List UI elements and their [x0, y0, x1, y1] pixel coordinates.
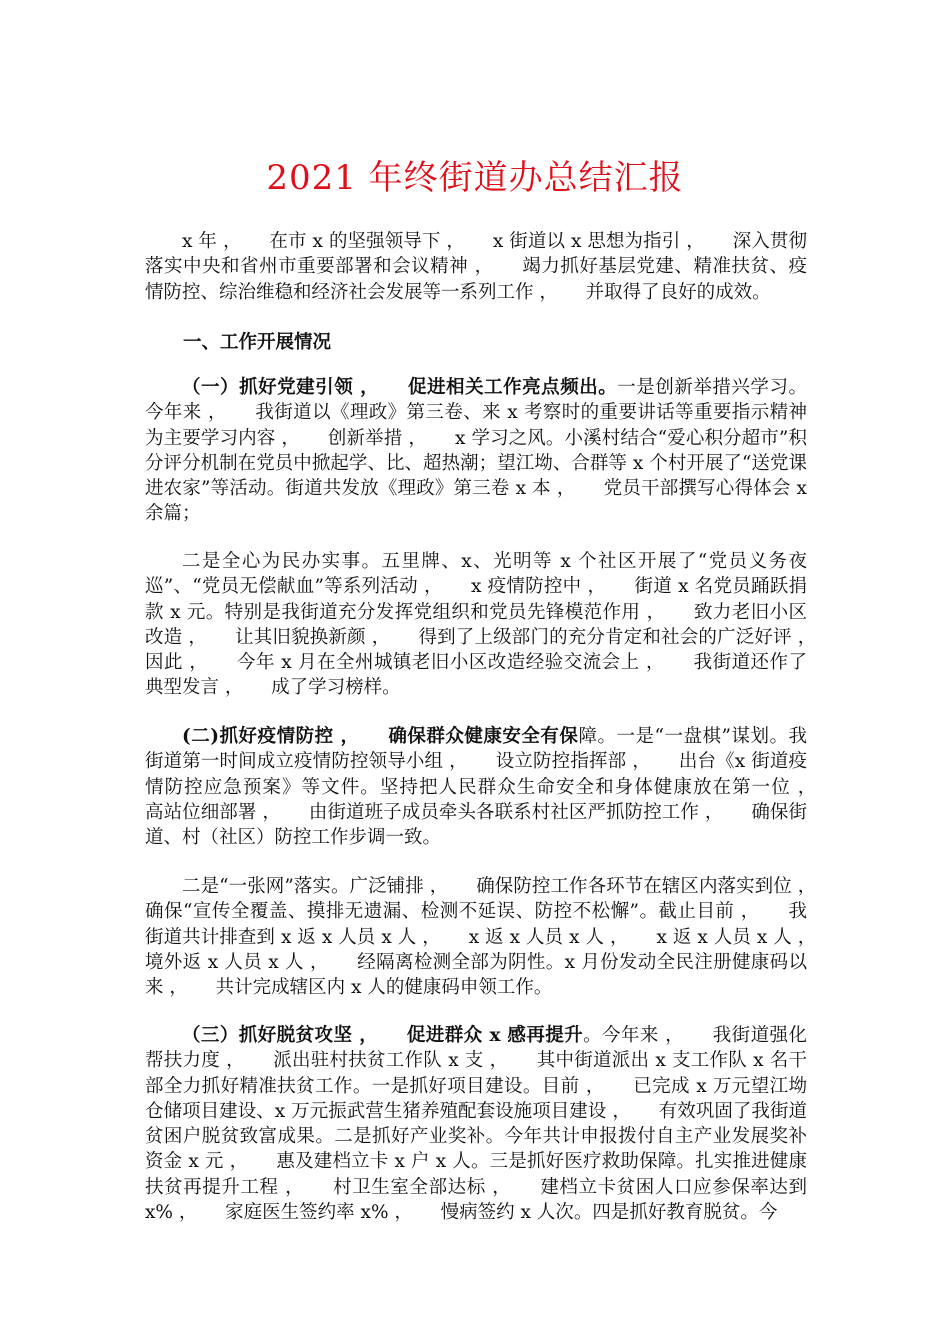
paragraph-lead: （一）抓好党建引领 ， 促进相关工作亮点频出。	[182, 377, 618, 398]
paragraph-one-network: 二是“一张网”落实。广泛铺排 ， 确保防控工作各环节在辖区内落实到位 ， 确保“宣传全覆盖、摸排无遗漏、检测不延误、防控不松懈”。截止目前 ， 我街道共计排查到 x 返 x 人员 x 人 ， x 返 x 人员 x 人 ， x 返 x 人员 x 人 ， 境外返 x 人员 x 人 ， 经隔离检测全部为阴性。x 月份发动全民注册健康码以来 ， 共计完成辖区内 x 人的健康码申领工作。	[145, 876, 845, 999]
paragraph-lead: （三）抓好脱贫攻坚 ， 促进群众 x 感再提升	[182, 1025, 584, 1046]
paragraph-lead: (二)抓好疫情防控 ， 确保群众健康安全有保	[182, 726, 579, 747]
section-heading: 一、工作开展情况	[183, 332, 332, 353]
paragraph-party-building	[145, 375, 807, 527]
paragraph-body: 。今年来 ， 我街道强化帮扶力度 ， 派出驻村扶贫工作队 x 支 ， 其中街道派出 x 支工作队 x 名干部全力抓好精准扶贫工作。一是抓好项目建设。目前 ， 已完成 x 万元望江坳仓储项目建设、x 万元振武营生猪养殖配套设施项目建设 ， 有效巩固了我街道贫困户脱贫致富成果。二是抓好产业奖补。今年共计申报拨付自主产业发展奖补资金 x 元 ， 惠及建档立卡 x 户 x 人。三是抓好医疗救助保障。扎实推进健康扶贫再提升工程 ， 村卫生室全部达标 ， 建档立卡贫困人口应参保率达到 x% ， 家庭医生签约率 x% ， 慢病签约 x 人次。四是抓好教育脱贫。今	[145, 1025, 807, 1224]
paragraph-body: 一是创新举措兴学习。今年来 ， 我街道以《理政》第三卷、来 x 考察时的重要讲话等重要指示精神为主要学习内容 ， 创新举措 ， x 学习之风。小溪村结合“爱心积分超市”积分评分机制在党员中掀起学、比、超热潮；望江坳、合群等 x 个村开展了“送党课进农家”等活动。街道共发放《理政》第三卷 x 本 ， 党员干部撰写心得体会 x 余篇；	[145, 377, 807, 525]
paragraph-epidemic	[145, 724, 845, 850]
intro-paragraph: x 年 ， 在市 x 的坚强领导下 ， x 街道以 x 思想为指引 ， 深入贯彻落实中央和省州市重要部署和会议精神 ， 竭力抓好基层党建、精准扶贫、疫情防控、综治维稳和经济社会发展等一系列工作 ， 并取得了良好的成效。	[145, 231, 807, 303]
document-title: 2021 年终街道办总结汇报	[266, 158, 684, 198]
paragraph-body: 障。一是“一盘棋”谋划。我街道第一时间成立疫情防控领导小组 ， 设立防控指挥部 ， 出台《x 街道疫情防控应急预案》等文件。坚持把人民群众生命安全和身体健康放在第一位 ， 高站位细部署 ， 由街道班子成员牵头各联系村社区严抓防控工作 ， 确保街道、村（社区）防控工作步调一致。	[145, 726, 845, 849]
paragraph-serve-people: 二是全心为民办实事。五里牌、x、光明等 x 个社区开展了“党员义务夜巡”、“党员无偿献血”等系列活动 ， x 疫情防控中 ， 街道 x 名党员踊跃捐款 x 元。特别是我街道充分发挥党组织和党员先锋模范作用 ， 致力老旧小区改造 ， 让其旧貌换新颜 ， 得到了上级部门的充分肯定和社会的广泛好评 ， 因此 ， 今年 x 月在全州城镇老旧小区改造经验交流会上 ， 我街道还作了典型发言 ， 成了学习榜样。	[145, 551, 845, 699]
paragraph-poverty	[145, 1023, 807, 1225]
